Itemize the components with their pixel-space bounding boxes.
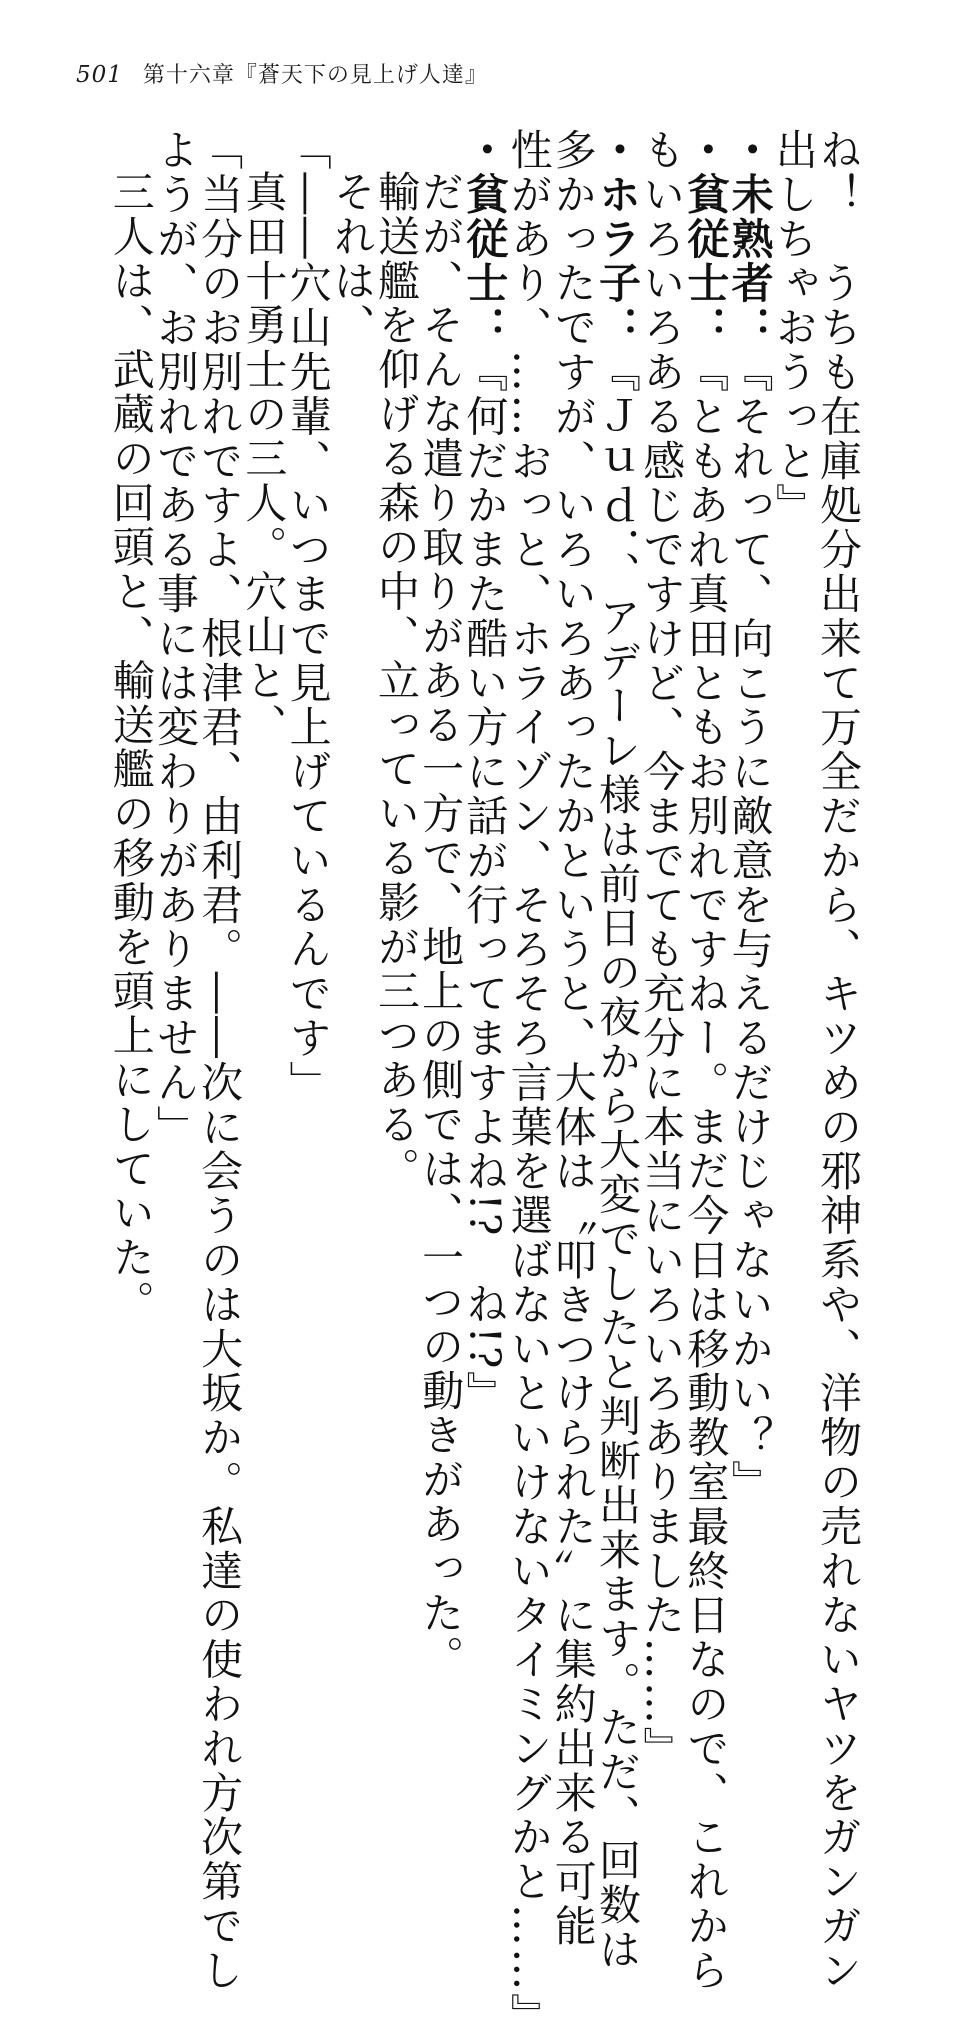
text-line bbox=[195, 128, 245, 1993]
text-line bbox=[283, 128, 333, 1323]
text-line bbox=[416, 128, 466, 1680]
dialogue-line bbox=[592, 128, 642, 1972]
speaker-name: ・ホラ子： bbox=[592, 128, 642, 350]
running-head bbox=[76, 58, 488, 86]
text-line bbox=[150, 128, 200, 1323]
text-line bbox=[548, 128, 598, 1949]
line-text: 『それって、向こうに敵意を与えるだけじゃないかい？』 bbox=[725, 350, 775, 1505]
text-line bbox=[637, 128, 687, 1771]
line-text: 『ともあれ真田ともお別れですねー。まだ今日は移動教室最終日なので、これから bbox=[681, 350, 731, 1993]
text-line bbox=[814, 128, 863, 1993]
line-text: 多かったですが、いろいろあったかというと、大体は〝叩きつけられた〟に集約出来る可能 bbox=[548, 128, 598, 1949]
line-text: 『Ｊｕｄ．、アデーレ様は前日の夜から大変でしたと判断出来ます。ただ、回数は bbox=[592, 350, 642, 1972]
line-text: 真田十勇士の三人。穴山と、 bbox=[239, 170, 289, 748]
speaker-name: ・貧従士： bbox=[681, 128, 731, 350]
text-line bbox=[327, 128, 377, 1323]
speaker-name: ・貧従士： bbox=[460, 128, 510, 350]
dialogue-line bbox=[681, 128, 731, 1993]
line-text: ようが、お別れである事には変わりがありません」 bbox=[150, 128, 200, 1150]
line-text: 出しちゃおうっと』 bbox=[769, 128, 819, 528]
line-text: もいろいろある感じですけど、今までても充分に本当にいろいろありました……』 bbox=[637, 128, 687, 1771]
line-text: それは、 bbox=[327, 170, 377, 348]
text-line bbox=[239, 128, 289, 1323]
text-line bbox=[504, 128, 554, 2037]
page-number: 501 bbox=[76, 62, 123, 88]
speaker-name: ・未熟者： bbox=[725, 128, 775, 350]
line-text: 三人は、武蔵の回頭と、輸送艦の移動を頭上にしていた。 bbox=[106, 170, 156, 1325]
text-line bbox=[106, 128, 156, 1325]
body-text-column bbox=[106, 128, 863, 2037]
dialogue-line bbox=[725, 128, 775, 1505]
line-text: 輸送艦を仰げる森の中、立っている影が三つある。 bbox=[371, 170, 421, 1192]
line-text: 「当分のお別れですよ、根津君、由利君。――次に会うのは大坂か。私達の使われ方次第でし bbox=[195, 128, 245, 1993]
line-text: 性があり、……おっと、ホライゾン、そろそろ言葉を選ばないといけないタイミングかと……』 bbox=[504, 128, 554, 2037]
chapter-title: 第十六章『蒼天下の見上げ人達』 bbox=[142, 63, 488, 88]
dialogue-line bbox=[460, 128, 510, 1416]
line-text: 「――穴山先輩、いつまで見上げているんです」 bbox=[283, 128, 333, 1105]
text-line bbox=[769, 128, 819, 1323]
line-text: だが、そんな遣り取りがある一方で、地上の側では、一つの動きがあった。 bbox=[416, 170, 466, 1680]
line-text: 『何だかまた酷い方に話が行ってますよね!? ね!?』 bbox=[460, 350, 510, 1416]
line-text: ね！ うちも在庫処分出来て万全だから、キツめの邪神系や、洋物の売れないヤツをガンガン bbox=[814, 128, 863, 1993]
text-line bbox=[371, 128, 421, 1323]
